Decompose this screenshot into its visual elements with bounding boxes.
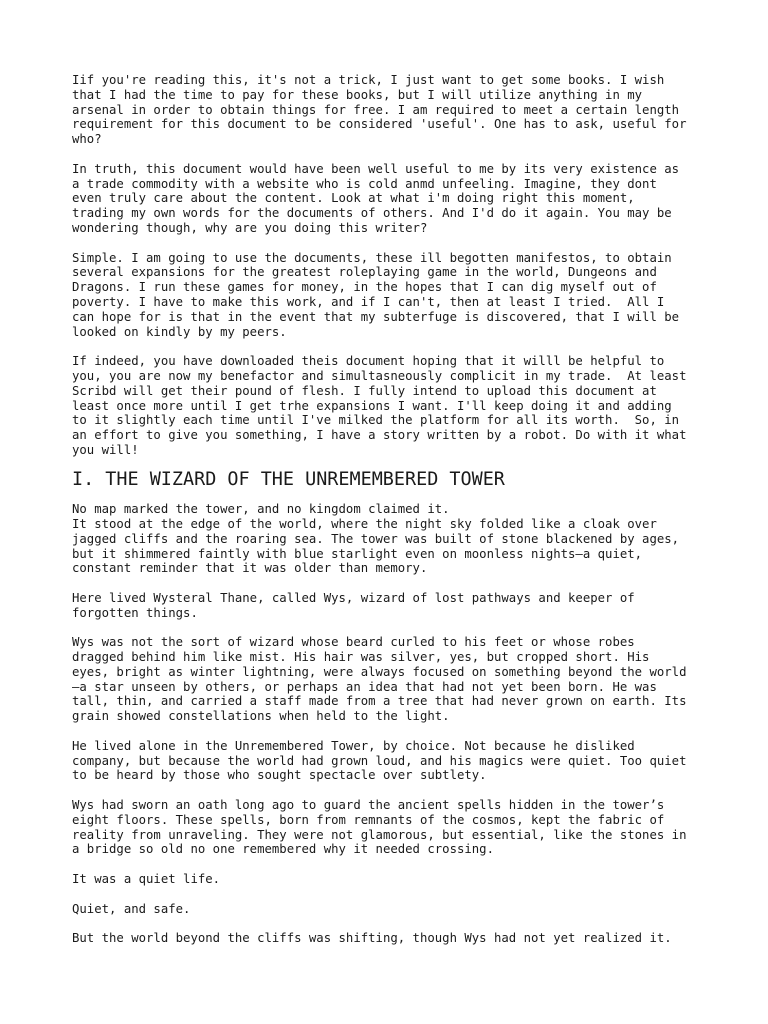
story-paragraph-1: No map marked the tower, and no kingdom claimed it. It stood at the edge of the world, where the night sky folded like a cloak over jagged cliffs and the roaring sea. The tower was built of stone blackened by ages, but it shimmered faintly with blue starlight even on moonless nights—a quiet, constant reminder that it was older than memory. [72, 502, 680, 576]
chapter-heading: I. THE WIZARD OF THE UNREMEMBERED TOWER [72, 468, 505, 490]
story-paragraph-5: Wys had sworn an oath long ago to guard the ancient spells hidden in the tower’s eight floors. These spells, born from remnants of the cosmos, kept the fabric of reality from unraveling. They were not glamorous, but essential, like the stones in a bridge so old no one remembered why it needed crossing. [72, 798, 687, 857]
document-page [72, 73, 712, 961]
story-paragraph-4: He lived alone in the Unremembered Tower, by choice. Not because he disliked company, but because the world had grown loud, and his magics were quiet. Too quiet to be heard by those who sought spectacle over subtlety. [72, 738, 687, 783]
intro-paragraph-2: In truth, this document would have been well useful to me by its very existence as a trade commodity with a website who is cold anmd unfeeling. Imagine, they dont even truly care about the content. Look at what i'm doing right this moment, trading my own words for the documents of others. And I'd do it again. You may be wondering though, why are you doing this writer? [72, 161, 680, 235]
story-paragraph-6: It was a quiet life. [72, 872, 221, 887]
intro-paragraph-3: Simple. I am going to use the documents, these ill begotten manifestos, to obtain several expansions for the greatest roleplaying game in the world, Dungeons and Dragons. I run these games for money, in the hopes that I can dig myself out of poverty. I have to make this work, and if I can't, then at least I tried. All I can hope for is that in the event that my subterfuge is discovered, that I will be looked on kindly by my peers. [72, 250, 680, 339]
intro-paragraph-1: Iif you're reading this, it's not a trick, I just want to get some books. I wish that I had the time to pay for these books, but I will utilize anything in my arsenal in order to obtain things for free. I am required to meet a certain length requirement for this document to be considered 'useful'. One has to ask, useful for who? [72, 73, 687, 147]
intro-paragraph-4: If indeed, you have downloaded theis document hoping that it willl be helpful to you, you are now my benefactor and simultasneously complicit in my trade. At least Scribd will get their pound of flesh. I fully intend to upload this document at least once more until I get trhe expansions I want. I'll keep doing it and adding to it slightly each time until I've milked the platform for all its worth. So, in an effort to give you something, I have a story written by a robot. Do with it what you will! [72, 354, 687, 457]
story-paragraph-3: Wys was not the sort of wizard whose beard curled to his feet or whose robes dragged behind him like mist. His hair was silver, yes, but cropped short. His eyes, bright as winter lightning, were always focused on something beyond the world —a star unseen by others, or perhaps an idea that had not yet been born. He was tall, thin, and carried a staff made from a tree that had never grown on earth. Its grain showed constellations when held to the light. [72, 635, 687, 724]
story-paragraph-8: But the world beyond the cliffs was shifting, though Wys had not yet realized it. [72, 931, 672, 946]
story-paragraph-2: Here lived Wysteral Thane, called Wys, wizard of lost pathways and keeper of forgotten things. [72, 590, 635, 620]
story-paragraph-7: Quiet, and safe. [72, 901, 191, 916]
